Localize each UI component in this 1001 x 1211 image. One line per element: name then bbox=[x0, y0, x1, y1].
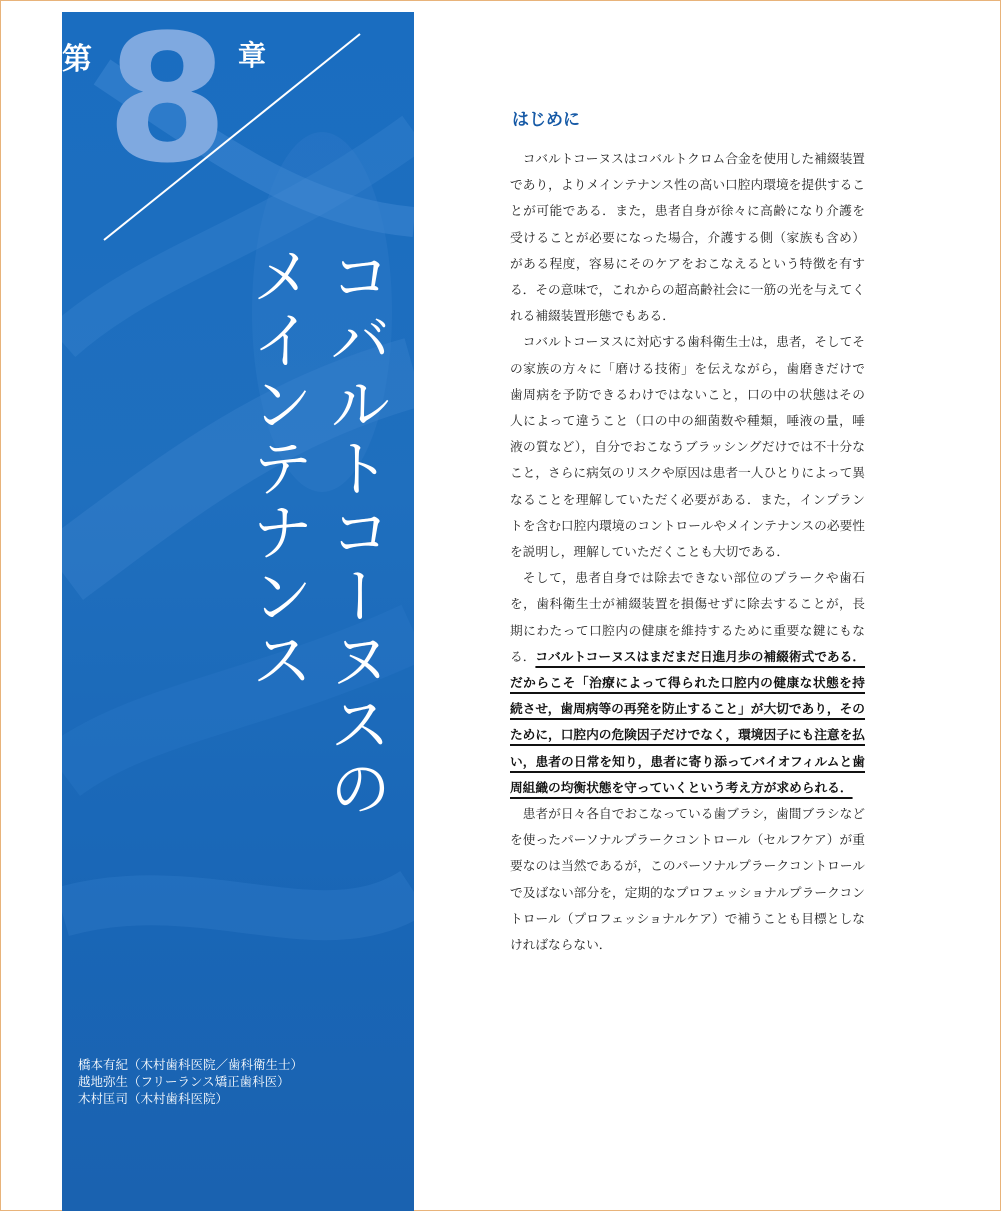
paragraph-3 bbox=[510, 565, 865, 801]
chapter-band bbox=[62, 12, 414, 1211]
emphasized-statement: コバルトコーヌスはまだまだ日進月歩の補綴術式である．だからこそ「治療によって得られた口腔内の健康な状態を持続させ，歯周病等の再発を防止すること」が大切であり，そのために，口腔内の危険因子だけでなく，環境因子にも注意を払い，患者の日常を知り，患者に寄り添ってバイオフィルムと歯周組織の均衡状態を守っていくという考え方が求められる． bbox=[510, 648, 866, 795]
author-line: 木村匡司（木村歯科医院） bbox=[78, 1091, 229, 1106]
chapter-suffix: 章 bbox=[238, 39, 267, 72]
diagonal-divider-line bbox=[102, 32, 362, 242]
chapter-prefix: 第 bbox=[62, 42, 92, 77]
body-column bbox=[510, 108, 865, 958]
author-line: 橋本有紀（木村歯科医院／歯科衛生士） bbox=[78, 1057, 304, 1072]
author-line: 越地弥生（フリーランス矯正歯科医） bbox=[78, 1074, 290, 1089]
section-heading: はじめに bbox=[512, 110, 580, 130]
paragraph-3-lead: そして，患者自身では除去できない部位のプラークや歯石を，歯科衛生士が補綴装置を損傷せずに除去することが，長期にわたって口腔内の健康を維持するために重要な鍵にもなる． bbox=[510, 570, 865, 664]
chapter-number: 8 bbox=[106, 12, 229, 202]
paragraph-2: コバルトコーヌスに対応する歯科衛生士は，患者，そしてその家族の方々に「磨ける技術」を伝えながら，歯磨きだけで歯周病を予防できるわけではないこと，口の中の状態はその人によって違うこと（口の中の細菌数や種類，唾液の量，唾液の質など），自分でおこなうブラッシングだけでは不十分なこと，さらに病気のリスクや原因は患者一人ひとりによって異なることを理解していただく必要がある．また，インプラントを含む口腔内環境のコントロールやメインテナンスの必要性を説明し，理解していただくことも大切である． bbox=[510, 334, 865, 560]
chapter-title: コバルトコーヌスのメインテナンス bbox=[241, 244, 392, 820]
author-list bbox=[78, 1056, 408, 1107]
paragraph-4: 患者が日々各自でおこなっている歯ブラシ，歯間ブラシなどを使ったパーソナルプラークコントロール（セルフケア）が重要なのは当然であるが，このパーソナルプラークコントロールで及ばない部分を，定期的なプロフェッショナルプラークコントロール（プロフェッショナルケア）で補うことも目標としなければならない． bbox=[510, 806, 865, 953]
paragraph-1: コバルトコーヌスはコバルトクロム合金を使用した補綴装置であり，よりメインテナンス性の高い口腔内環境を提供することが可能である．また，患者自身が徐々に高齢になり介護を受けることが必要になった場合，介護する側（家族も含め）がある程度，容易にそのケアをおこなえるという特徴を有する．その意味で，これからの超高齢社会に一筋の光を与えてくれる補綴装置形態でもある． bbox=[510, 151, 865, 324]
